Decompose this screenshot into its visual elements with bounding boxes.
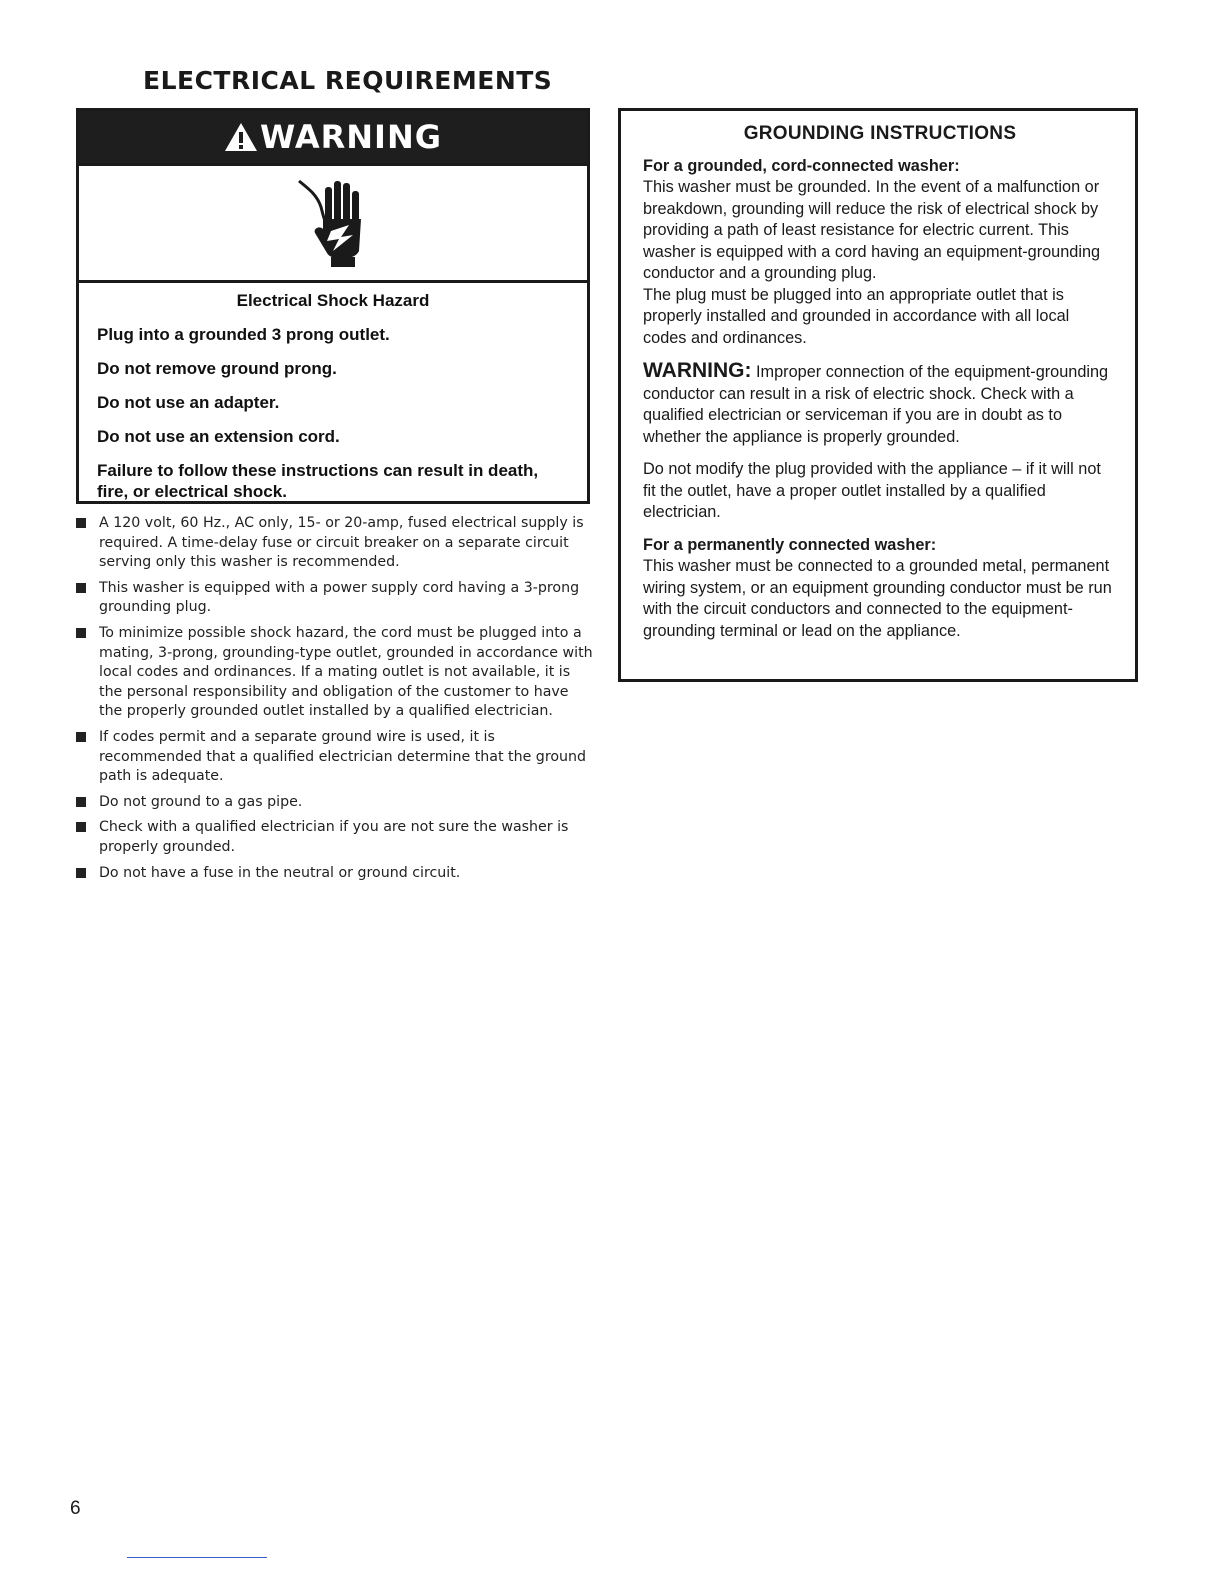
- list-item: [76, 793, 596, 813]
- warning-label: WARNING: [260, 118, 442, 156]
- grounding-instructions-box: [618, 108, 1138, 682]
- icon-area: [79, 166, 587, 283]
- list-item: [76, 579, 596, 618]
- bullet-square-icon: [76, 518, 86, 528]
- list-item-text: Check with a qualified electrician if you are not sure the washer is properly grounded.: [99, 819, 569, 855]
- corded-heading: For a grounded, cord-connected washer:: [643, 156, 960, 175]
- bullet-square-icon: [76, 732, 86, 742]
- list-item: [76, 864, 596, 884]
- list-item: [76, 624, 596, 722]
- warning-paragraph-text: Improper connection of the equipment-grounding conductor can result in a risk of electric shock. Check with a qualified electrician or serviceman if you are in doubt as to whether the appliance is properly grounded.: [643, 363, 1109, 446]
- bullet-square-icon: [76, 822, 86, 832]
- electric-shock-hand-icon: [293, 173, 373, 273]
- warning-body: [79, 283, 587, 502]
- list-item-text: To minimize possible shock hazard, the cord must be plugged into a mating, 3-prong, grounding-type outlet, grounded in accordance with local codes and ordinances. If a mating outlet is not available, it is the personal responsibility and obligation of the customer to have the properly grounded outlet installed by a qualified electrician.: [99, 624, 593, 720]
- warning-line: Plug into a grounded 3 prong outlet.: [97, 325, 390, 344]
- warning-inline-label: WARNING:: [643, 359, 752, 382]
- corded-paragraph-2: The plug must be plugged into an appropriate outlet that is properly installed and grounded in accordance with all local codes and ordinances.: [643, 285, 1070, 347]
- warning-box: [76, 108, 590, 504]
- list-item-text: This washer is equipped with a power supply cord having a 3-prong grounding plug.: [99, 579, 580, 616]
- bullet-square-icon: [76, 868, 86, 878]
- list-item-text: Do not have a fuse in the neutral or ground circuit.: [99, 864, 461, 881]
- grounding-title: GROUNDING INSTRUCTIONS: [743, 123, 1017, 144]
- permanent-paragraph: This washer must be connected to a grounded metal, permanent wiring system, or an equipment grounding conductor must be run with the circuit conductors and connected to the equipment-grounding terminal or lead on the appliance.: [643, 557, 1112, 640]
- requirements-list: [76, 514, 596, 889]
- warning-triangle-icon: [224, 122, 258, 152]
- bullet-square-icon: [76, 583, 86, 593]
- list-item: [76, 514, 596, 573]
- warning-paragraph: [643, 360, 1117, 448]
- page-number: 6: [70, 1498, 81, 1519]
- warning-header: [79, 111, 587, 166]
- permanent-heading: For a permanently connected washer:: [643, 535, 937, 554]
- warning-line: Do not use an adapter.: [97, 393, 280, 412]
- bullet-square-icon: [76, 797, 86, 807]
- footer-divider: [127, 1557, 267, 1558]
- list-item: [76, 728, 596, 787]
- corded-paragraph: This washer must be grounded. In the event of a malfunction or breakdown, grounding will reduce the risk of electrical shock by providing a path of least resistance for electric current. This washer is equipped with a cord having an equipment-grounding conductor and a grounding plug.: [643, 178, 1101, 282]
- warning-line: Do not remove ground prong.: [97, 359, 337, 378]
- list-item: [76, 818, 596, 857]
- section-title: ELECTRICAL REQUIREMENTS: [143, 66, 553, 95]
- list-item-text: A 120 volt, 60 Hz., AC only, 15- or 20-amp, fused electrical supply is required. A time-delay fuse or circuit breaker on a separate circuit serving only this washer is recommended.: [99, 515, 584, 571]
- warning-line: Do not use an extension cord.: [97, 427, 340, 446]
- list-item-text: If codes permit and a separate ground wire is used, it is recommended that a qualified electrician determine that the ground path is adequate.: [99, 728, 587, 785]
- list-item-text: Do not ground to a gas pipe.: [99, 793, 303, 810]
- bullet-square-icon: [76, 628, 86, 638]
- hazard-title: Electrical Shock Hazard: [236, 291, 430, 310]
- warning-line: Failure to follow these instructions can result in death, fire, or electrical shock.: [97, 461, 539, 501]
- modify-paragraph: Do not modify the plug provided with the appliance – if it will not fit the outlet, have a proper outlet installed by a qualified electrician.: [643, 460, 1101, 521]
